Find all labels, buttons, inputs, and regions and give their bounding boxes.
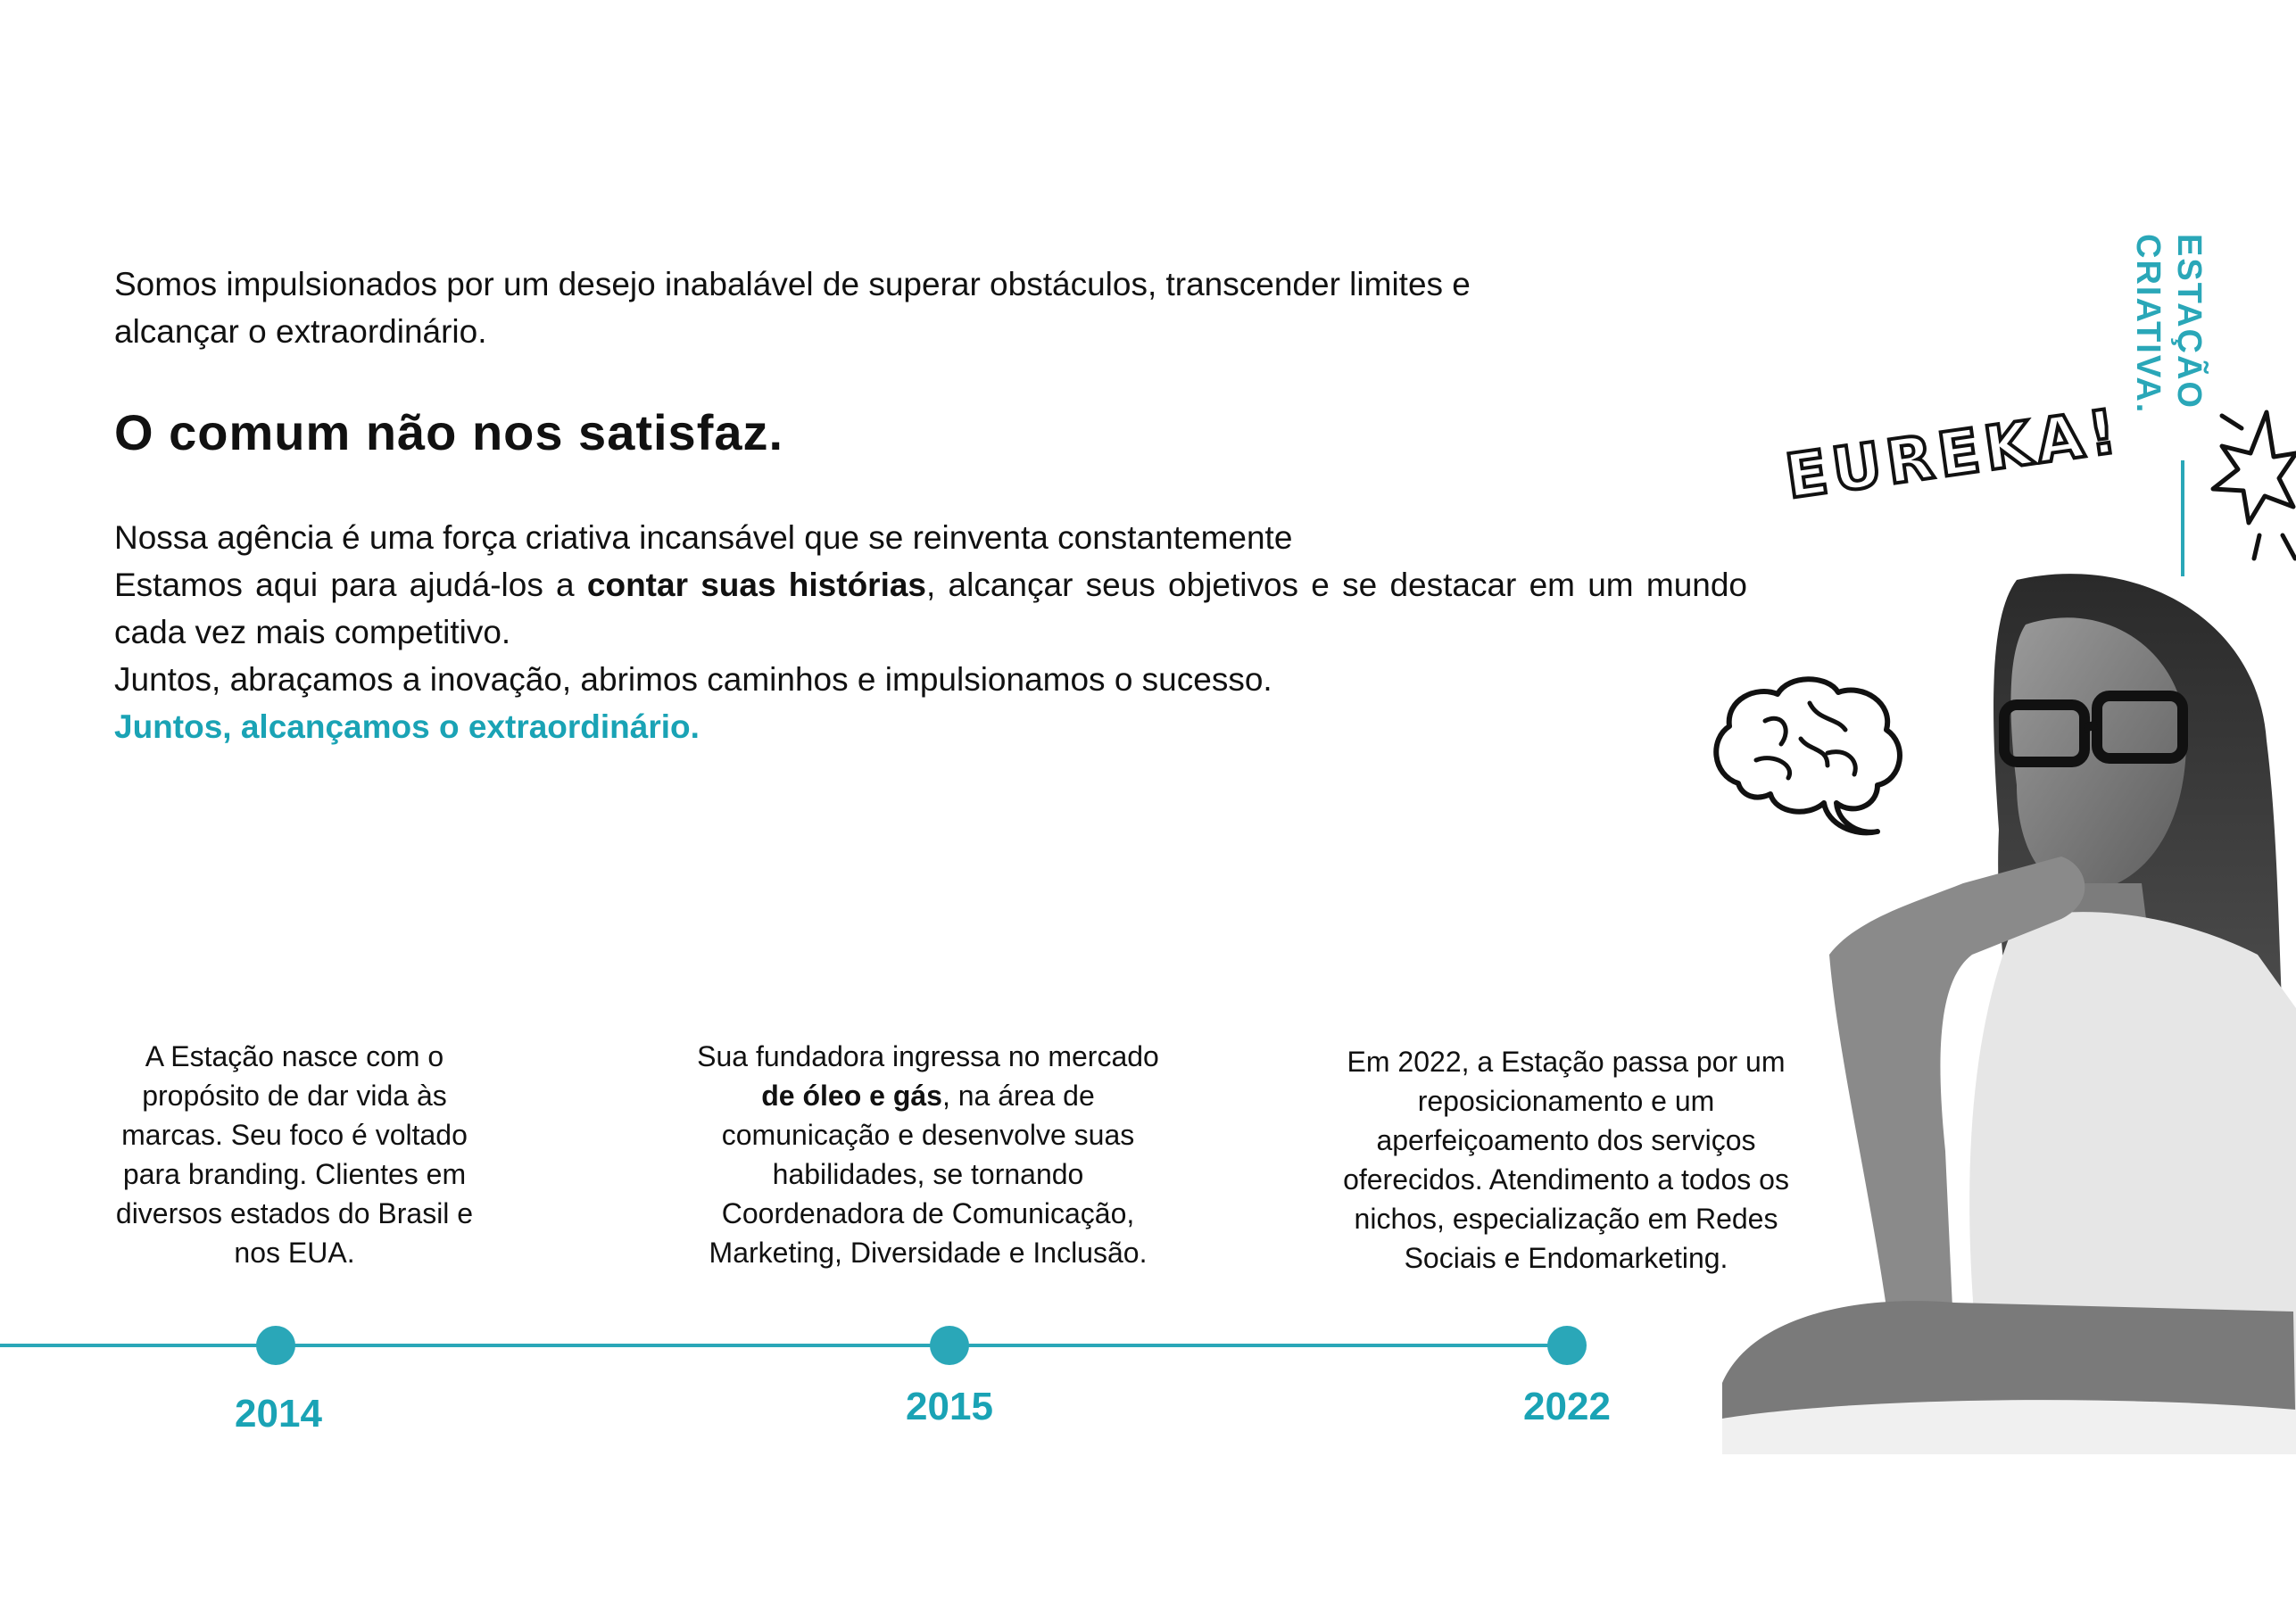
brand-line-1: ESTAÇÃO [2170, 234, 2208, 410]
founder-photo [1722, 562, 2296, 1454]
brand-line-2: CRIATIVA. [2129, 234, 2167, 415]
milestone-2015-text [678, 1037, 1178, 1272]
timeline-line [0, 1344, 1575, 1347]
intro-line-2: alcançar o extraordinário. [114, 313, 487, 350]
milestone-2014-text: A Estação nasce com o propósito de dar vida às marcas. Seu foco é voltado para branding. Clientes em diversos estados do Brasil e nos EUA. [115, 1040, 474, 1269]
year-2022: 2022 [1523, 1385, 1611, 1428]
intro-line-1: Somos impulsionados por um desejo inabalável de superar obstáculos, transcender limites e [114, 266, 1471, 302]
milestone-2015-end: , na área de comunicação e desenvolve suas habilidades, se tornando Coordenadora de Comunicação, Marketing, Diversidade e Inclusão. [709, 1080, 1148, 1269]
milestone-2015-bold: de óleo e gás [761, 1080, 942, 1112]
eureka-doodle: EUREKA! [1781, 396, 2126, 513]
body-paragraph-accent: Juntos, alcançamos o extraordinário. [114, 708, 700, 745]
body-p2-end: , alcançar seus objetivos e se destacar em um mundo cada vez mais competitivo. [114, 567, 1748, 650]
body-paragraph-1: Nossa agência é uma força criativa incansável que se reinventa constantemente [114, 519, 1293, 556]
brand-divider [2181, 460, 2184, 576]
milestone-2015-start: Sua fundadora ingressa no mercado [697, 1040, 1159, 1072]
brand-vertical [2129, 234, 2209, 415]
body-p2-bold: contar suas histórias [586, 567, 927, 603]
burst-icon [2186, 401, 2296, 580]
body-paragraph-2 [114, 561, 1747, 656]
body-p2-start: Estamos aqui para ajudá-los a [114, 567, 587, 603]
intro-text [114, 261, 1720, 355]
year-2014: 2014 [235, 1392, 322, 1436]
timeline-dot-2022 [1547, 1326, 1587, 1365]
body-text [114, 514, 1747, 750]
timeline-dot-2015 [930, 1326, 969, 1365]
year-2015: 2015 [906, 1385, 993, 1428]
timeline-dot-2014 [256, 1326, 295, 1365]
milestone-2022-text: Em 2022, a Estação passa por um reposicionamento e um aperfeiçoamento dos serviços oferecidos. Atendimento a todos os nichos, especialização em Redes Sociais e Endomarketing. [1343, 1046, 1789, 1274]
body-paragraph-3: Juntos, abraçamos a inovação, abrimos caminhos e impulsionamos o sucesso. [114, 661, 1272, 698]
headline: O comum não nos satisfaz. [114, 404, 784, 460]
